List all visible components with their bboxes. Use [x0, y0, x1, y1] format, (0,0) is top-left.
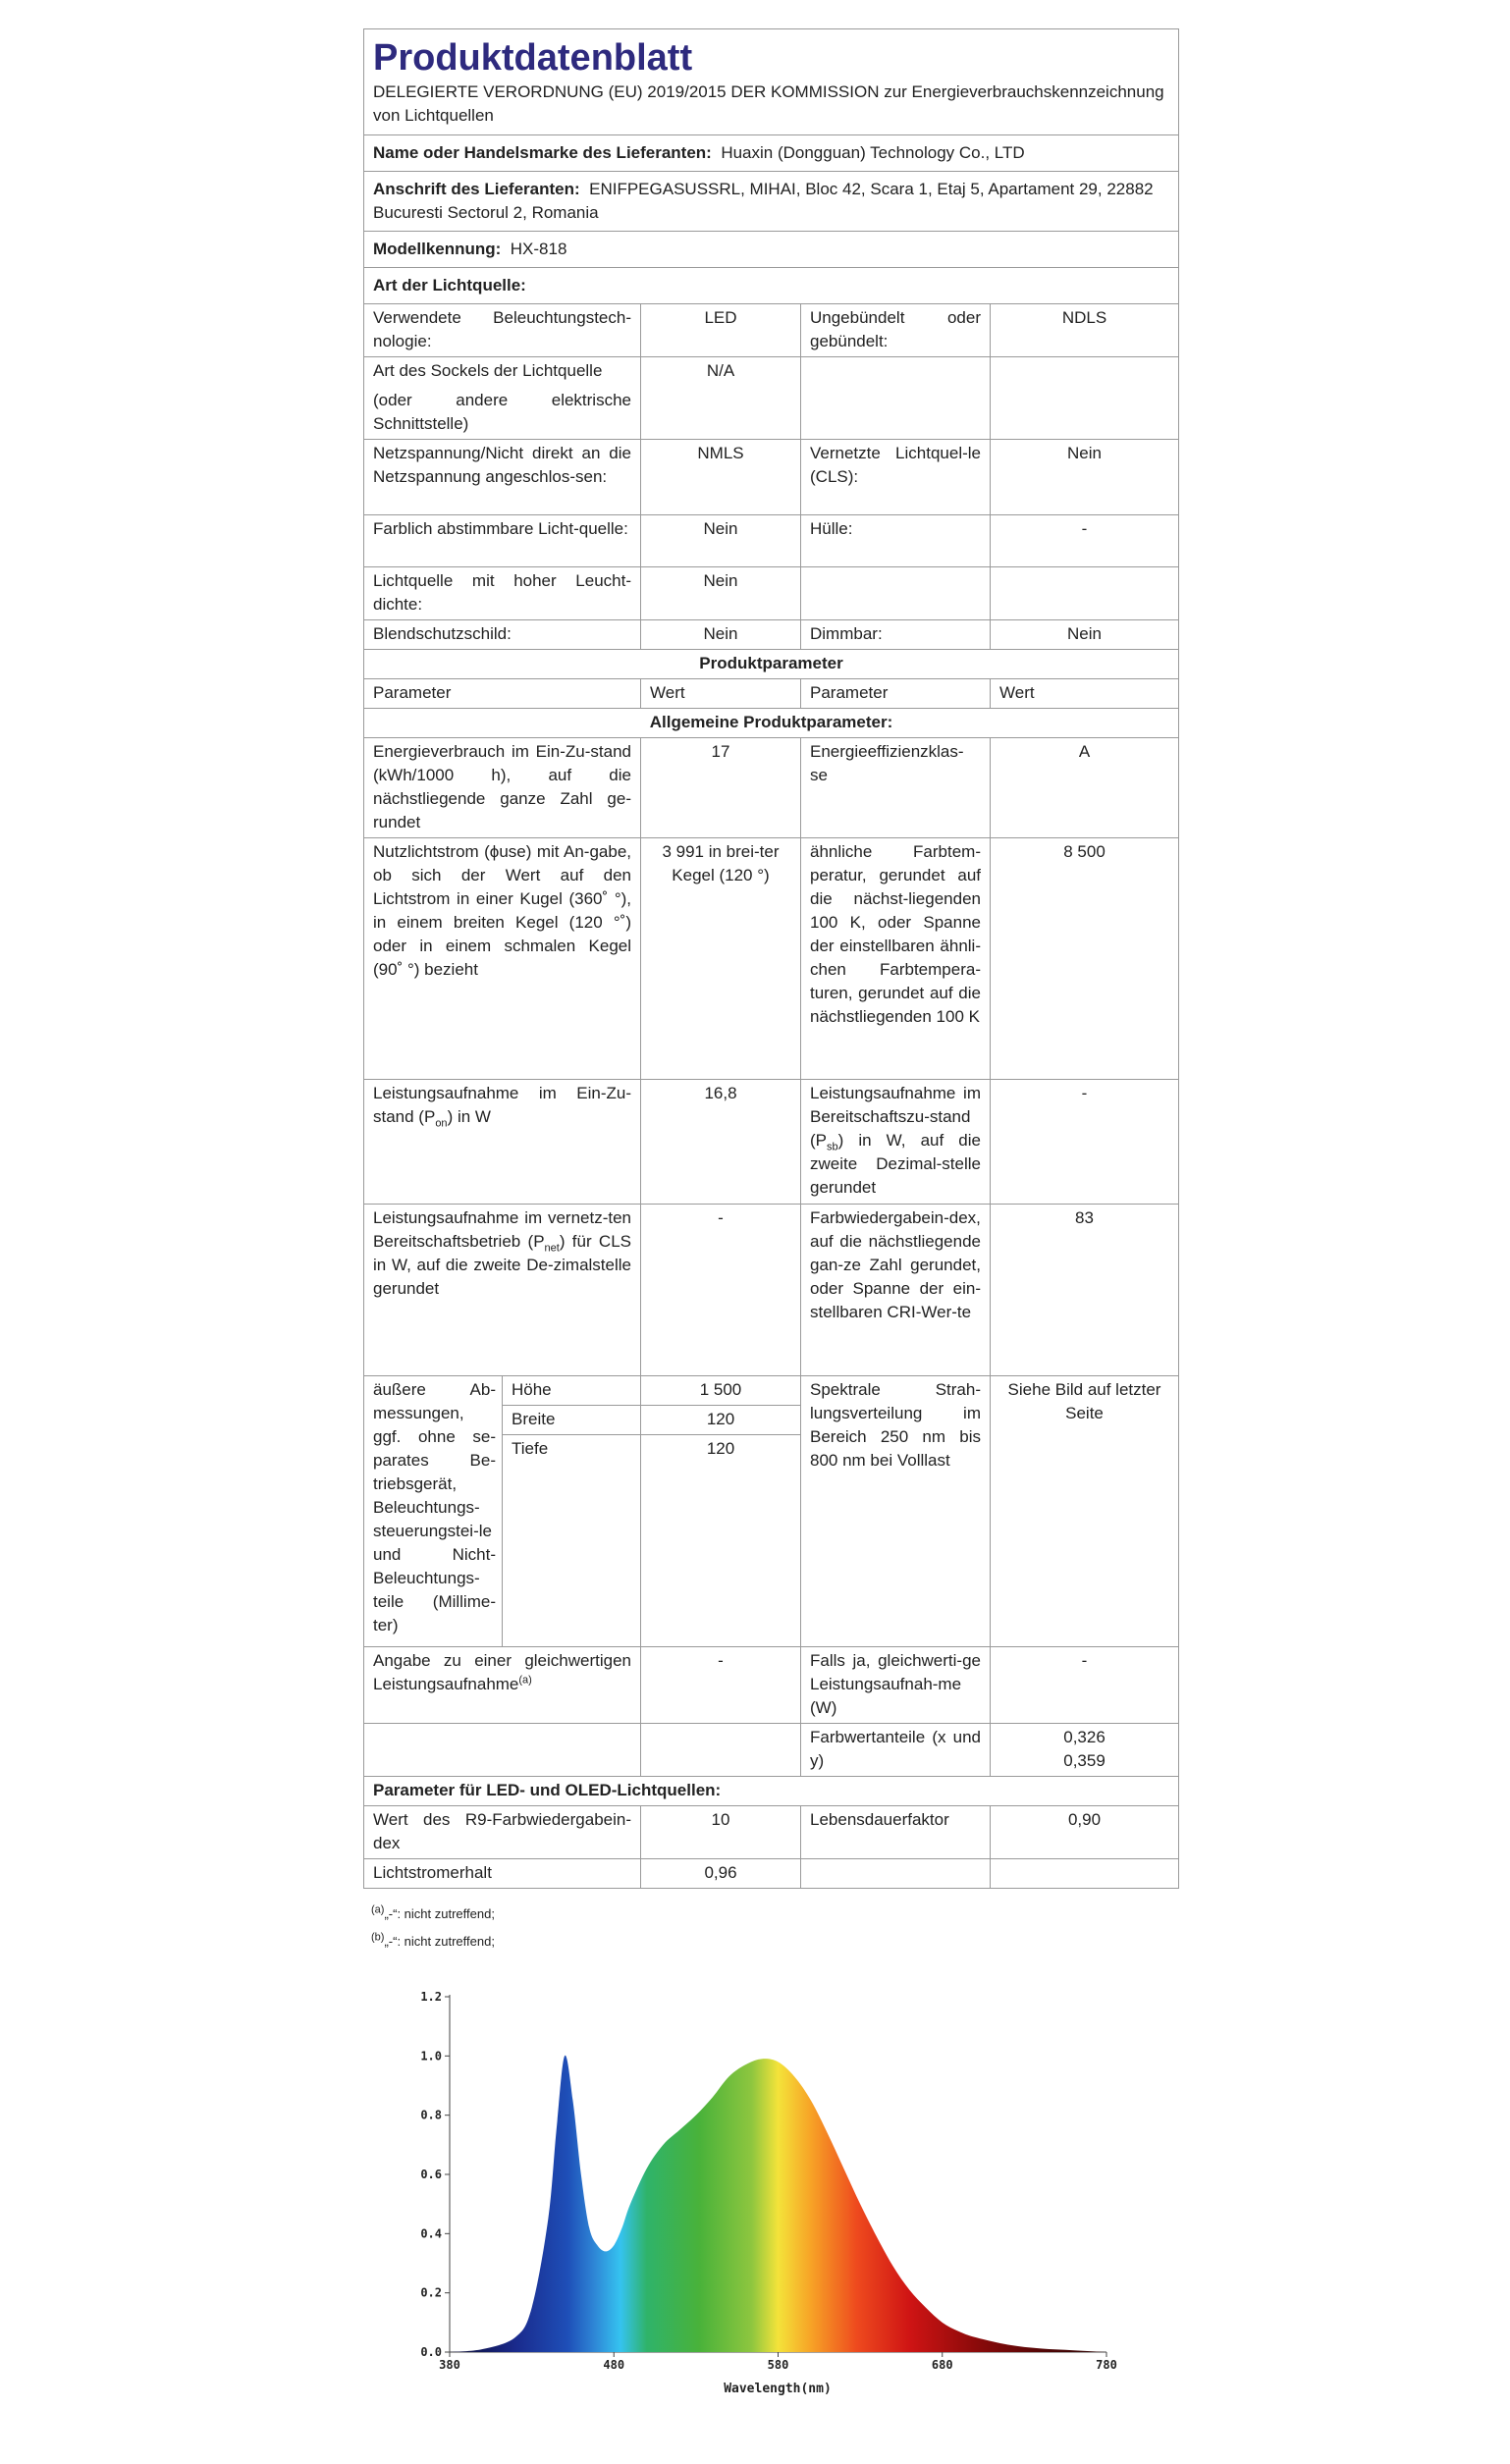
- on-mode-power-label: Leistungsaufnahme im Ein-Zu-stand $(P_{on})$ in W: [364, 1080, 641, 1205]
- high-luminance-label: Lichtquelle mit hoher Leucht-dichte:: [364, 567, 641, 620]
- chromaticity-value: [991, 1724, 1179, 1777]
- spectral-distribution-value: Siehe Bild auf letzter Seite: [991, 1376, 1179, 1647]
- standby-power-label: Leistungsaufnahme im Bereitschaftszu-stand $(P_{sb})$ in W, auf die zweite Dezimal-stelle gerundet: [801, 1080, 991, 1205]
- glare-shield-value: Nein: [641, 620, 801, 650]
- chromaticity-y: 0,359: [1063, 1751, 1106, 1770]
- supplier-name-value: Huaxin (Dongguan) Technology Co., LTD: [721, 143, 1025, 162]
- column-header-value: Wert: [641, 679, 801, 709]
- energy-class-value: A: [991, 738, 1179, 838]
- dimmable-label: Dimmbar:: [801, 620, 991, 650]
- equivalent-power-watt-value: -: [991, 1647, 1179, 1724]
- r9-value: 10: [641, 1806, 801, 1859]
- standby-power-value: -: [991, 1080, 1179, 1205]
- footnote-b: $^{(b)}$„-“: nicht zutreffend;: [371, 1931, 495, 1949]
- survival-factor-value: 0,90: [991, 1806, 1179, 1859]
- spectral-distribution-chart: [393, 1983, 1139, 2415]
- chromaticity-x: 0,326: [1063, 1728, 1106, 1746]
- supplier-address-value: ENIFPEGASUSSRL, MIHAI, Bloc 42, Scara 1, Etaj 5, Apartament 29, 22882 Bucuresti Sectorul 2, Romania: [373, 180, 1154, 222]
- tunable-label: Farblich abstimmbare Licht-quelle:: [364, 515, 641, 567]
- equivalent-power-label: Angabe zu einer gleichwertigen Leistungsaufnahme$^{(a)}$: [364, 1647, 641, 1724]
- energy-class-label: Energieeffizienzklas-se: [801, 738, 991, 838]
- technology-value: LED: [641, 304, 801, 357]
- glare-shield-label: Blendschutzschild:: [364, 620, 641, 650]
- product-data-sheet: [363, 28, 1178, 1889]
- empty-cell: [991, 567, 1179, 620]
- sheet-header: [364, 29, 1179, 135]
- model-row: [364, 232, 1179, 268]
- dimensions-label: äußere Ab-messungen, ggf. ohne se-parates Be-triebsgerät, Beleuchtungs-steuerungstei-le und Nicht-Beleuchtungs-teile (Millime-ter): [364, 1376, 503, 1647]
- supplier-address-row: [364, 172, 1179, 232]
- technology-label: Verwendete Beleuchtungstech-nologie:: [364, 304, 641, 357]
- x-axis-ticks: [439, 2352, 1117, 2372]
- dimmable-value: Nein: [991, 620, 1179, 650]
- footnote-a: $^{(a)}$„-“: nicht zutreffend;: [371, 1903, 495, 1921]
- empty-cell: [991, 1859, 1179, 1889]
- empty-cell: [801, 567, 991, 620]
- height-label: Höhe: [503, 1376, 641, 1406]
- r9-label: Wert des R9-Farbwiedergabein-dex: [364, 1806, 641, 1859]
- luminous-flux-label: Nutzlichtstrom (ϕuse) mit An-gabe, ob sich der Wert auf den Lichtstrom in einer Kugel (360˚ °), in einem breiten Kegel (120 °˚) oder in einem schmalen Kegel (90˚ °) bezieht: [364, 838, 641, 1080]
- page-title: Produktdatenblatt: [373, 37, 693, 79]
- energy-consumption-label: Energieverbrauch im Ein-Zu-stand (kWh/1000 h), auf die nächstliegende ganze Zahl ge-rundet: [364, 738, 641, 838]
- column-header-parameter: Parameter: [801, 679, 991, 709]
- empty-cell: [801, 1859, 991, 1889]
- survival-factor-label: Lebensdauerfaktor: [801, 1806, 991, 1859]
- supplier-address-label: Anschrift des Lieferanten:: [373, 180, 580, 198]
- y-tick-label: 1.2: [420, 1990, 442, 2004]
- empty-cell: [801, 357, 991, 440]
- networked-standby-label: Leistungsaufnahme im vernetz-ten Bereitschaftsbetrieb $(P_{net})$ für CLS in W, auf die zweite De-zimalstelle gerundet: [364, 1205, 641, 1376]
- tunable-value: Nein: [641, 515, 801, 567]
- column-header-parameter: Parameter: [364, 679, 641, 709]
- model-label: Modellkennung:: [373, 240, 502, 258]
- model-value: HX-818: [510, 240, 567, 258]
- luminous-flux-value: 3 991 in brei-ter Kegel (120 °): [641, 838, 801, 1080]
- general-parameters-heading: Allgemeine Produktparameter:: [364, 709, 1179, 738]
- regulation-text: DELEGIERTE VERORDNUNG (EU) 2019/2015 DER KOMMISSION zur Energieverbrauchskennzeichnung von Lichtquellen: [373, 82, 1164, 125]
- networked-standby-value: -: [641, 1205, 801, 1376]
- cls-label: Vernetzte Lichtquel-le (CLS):: [801, 440, 991, 515]
- y-tick-label: 0.6: [420, 2168, 442, 2181]
- width-value: 120: [641, 1406, 801, 1435]
- spectrum-area: [450, 2056, 1106, 2352]
- equivalent-power-value: -: [641, 1647, 801, 1724]
- mains-value: NMLS: [641, 440, 801, 515]
- x-tick-label: 680: [931, 2358, 953, 2372]
- cri-label: Farbwiedergabein-dex, auf die nächstliegende gan-ze Zahl gerundet, oder Spanne der ein-stellbaren CRI-Wer-te: [801, 1205, 991, 1376]
- y-tick-label: 0.8: [420, 2108, 442, 2122]
- spectral-distribution-label: Spektrale Strah-lungsverteilung im Bereich 250 nm bis 800 nm bei Volllast: [801, 1376, 991, 1647]
- width-label: Breite: [503, 1406, 641, 1435]
- light-source-type-heading: Art der Lichtquelle:: [364, 268, 1179, 304]
- socket-label-line2: (oder andere elektrische Schnittstelle): [373, 391, 631, 433]
- column-header-value: Wert: [991, 679, 1179, 709]
- socket-label: [364, 357, 641, 440]
- empty-cell: [364, 1724, 641, 1777]
- y-tick-label: 0.2: [420, 2285, 442, 2300]
- x-tick-label: 480: [603, 2358, 625, 2372]
- y-tick-label: 0.0: [420, 2345, 442, 2359]
- bundled-value: NDLS: [991, 304, 1179, 357]
- led-parameters-heading: Parameter für LED- und OLED-Lichtquellen:: [364, 1777, 1179, 1806]
- lumen-maintenance-label: Lichtstromerhalt: [364, 1859, 641, 1889]
- color-temperature-label: ähnliche Farbtem-peratur, gerundet auf die nächst-liegenden 100 K, oder Spanne der einstellbaren ähnli-chen Farbtempera-turen, gerundet auf die nächstliegenden 100 K: [801, 838, 991, 1080]
- supplier-name-label: Name oder Handelsmarke des Lieferanten:: [373, 143, 712, 162]
- bundled-label: Ungebündelt oder gebündelt:: [801, 304, 991, 357]
- high-luminance-value: Nein: [641, 567, 801, 620]
- socket-value: N/A: [641, 357, 801, 440]
- y-tick-label: 1.0: [420, 2049, 442, 2063]
- supplier-name-row: [364, 135, 1179, 172]
- empty-cell: [641, 1724, 801, 1777]
- cls-value: Nein: [991, 440, 1179, 515]
- product-parameters-heading: Produktparameter: [364, 650, 1179, 679]
- lumen-maintenance-value: 0,96: [641, 1859, 801, 1889]
- envelope-label: Hülle:: [801, 515, 991, 567]
- x-tick-label: 580: [767, 2358, 789, 2372]
- equivalent-power-watt-label: Falls ja, gleichwerti-ge Leistungsaufnah-me (W): [801, 1647, 991, 1724]
- color-temperature-value: 8 500: [991, 838, 1179, 1080]
- x-tick-label: 380: [439, 2358, 460, 2372]
- height-value: 1 500: [641, 1376, 801, 1406]
- footnotes: [371, 1901, 495, 1955]
- energy-consumption-value: 17: [641, 738, 801, 838]
- cri-value: 83: [991, 1205, 1179, 1376]
- on-mode-power-value: 16,8: [641, 1080, 801, 1205]
- x-axis-label: Wavelength(nm): [724, 2382, 832, 2396]
- y-axis-ticks: [420, 1990, 450, 2359]
- mains-label: Netzspannung/Nicht direkt an die Netzspannung angeschlos-sen:: [364, 440, 641, 515]
- chromaticity-label: Farbwertanteile (x und y): [801, 1724, 991, 1777]
- empty-cell: [991, 357, 1179, 440]
- y-tick-label: 0.4: [420, 2226, 442, 2241]
- depth-label: Tiefe: [503, 1435, 641, 1647]
- socket-label-line1: Art des Sockels der Lichtquelle: [373, 361, 603, 380]
- x-tick-label: 780: [1096, 2358, 1117, 2372]
- envelope-value: -: [991, 515, 1179, 567]
- depth-value: 120: [641, 1435, 801, 1647]
